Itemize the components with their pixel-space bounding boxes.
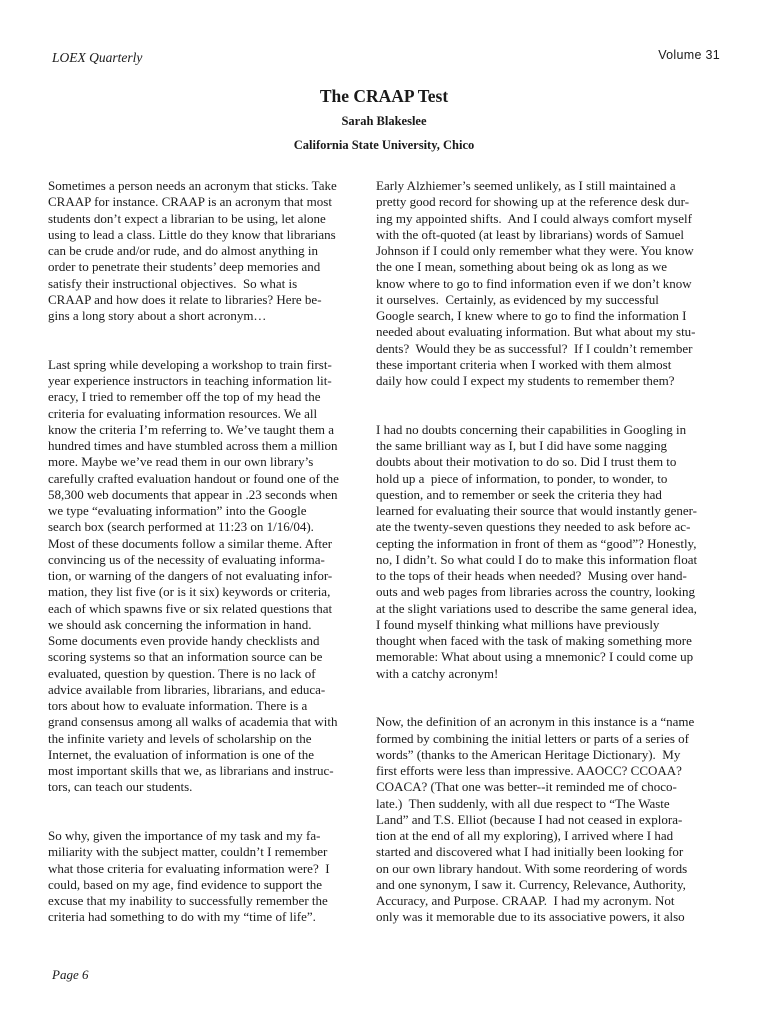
text-line: learned for evaluating their source that would instantly gener- xyxy=(376,503,698,518)
paragraph xyxy=(48,357,362,796)
text-line: eracy, I tried to remember off the top of my head the xyxy=(48,389,321,405)
text-line: daily how could I expect my students to remember them? xyxy=(376,373,675,388)
paragraph xyxy=(376,714,722,925)
text-line: we type “evaluating information” into the Google xyxy=(48,503,307,518)
text-line: convincing us of the necessity of evaluating informa- xyxy=(48,551,325,567)
text-line: Sometimes a person needs an acronym that sticks. Take xyxy=(48,178,337,193)
text-line: thought when faced with the task of making something more xyxy=(376,633,692,648)
text-line: COACA? (That one was better--it reminded me of choco- xyxy=(376,779,677,795)
text-line: late.) Then suddenly, with all due respect to “The Waste xyxy=(376,795,670,811)
text-line: Now, the definition of an acronym in this instance is a “name xyxy=(376,714,695,730)
text-line: pretty good record for showing up at the reference desk dur- xyxy=(376,194,690,210)
text-line: Last spring while developing a workshop to train first- xyxy=(48,356,332,372)
text-line: carefully crafted evaluation handout or found one of the xyxy=(48,470,339,486)
running-head xyxy=(52,50,720,70)
text-line: ate the twenty-seven questions they needed to ask before ac- xyxy=(376,519,691,535)
text-line: outs and web pages from libraries across the country, looking xyxy=(376,584,696,600)
text-line: know the criteria I’m referring to. We’ve taught them a xyxy=(48,421,335,437)
page-number: Page 6 xyxy=(52,967,89,982)
text-line: advice available from libraries, librarians, and educa- xyxy=(48,681,326,697)
text-line: tion, or warning of the dangers of not evaluating infor- xyxy=(48,568,333,583)
text-line: scoring systems so that an information source can be xyxy=(48,649,323,665)
text-line: search box (search performed at 11:23 on 1/16/04). xyxy=(48,519,314,535)
text-line: doubts about their motivation to do so. Did I trust them to xyxy=(376,454,677,470)
text-line: the infinite variety and levels of scholarship on the xyxy=(48,730,312,746)
text-line: formed by combining the initial letters or parts of a series of xyxy=(376,730,689,746)
text-line: Internet, the evaluation of information is one of the xyxy=(48,746,315,762)
text-line: more. Maybe we’ve read them in our own library’s xyxy=(48,454,314,470)
paragraph-gap xyxy=(48,324,362,357)
text-line: Land” and T.S. Elliot (because I had not ceased in explora- xyxy=(376,811,683,827)
text-line: at the slight variations used to describe the same general idea, xyxy=(376,600,697,616)
left-column xyxy=(48,178,362,926)
volume-number: Volume 31 xyxy=(658,48,720,62)
text-line: hold up a piece of information, to ponder, to wonder, to xyxy=(376,470,668,486)
text-line: we should ask concerning the information in hand. xyxy=(48,616,312,632)
text-line: with the oft-quoted (at least by librarians) words of Samuel xyxy=(376,226,684,242)
text-line: gins a long story about a short acronym… xyxy=(48,308,267,323)
text-line: satisfy their instructional objectives. So what is xyxy=(48,275,298,291)
text-line: the one I mean, something about being ok as long as we xyxy=(376,259,667,275)
text-line: most important skills that we, as librarians and instruc- xyxy=(48,763,334,778)
text-line: CRAAP and how does it relate to libraries? Here be- xyxy=(48,291,322,307)
text-line: Accuracy, and Purpose. CRAAP. I had my acronym. Not xyxy=(376,893,675,908)
text-line: mation, they list five (or is it six) keywords or criteria, xyxy=(48,584,331,600)
text-line: dents? Would they be as successful? If I couldn’t remember xyxy=(376,340,693,356)
paragraph xyxy=(48,828,362,926)
text-line: tors, can teach our students. xyxy=(48,779,193,795)
text-line: criteria had something to do with my “time of life”. xyxy=(48,909,316,925)
journal-name: LOEX Quarterly xyxy=(52,50,143,65)
text-line: Johnson if I could only remember what they were. You know xyxy=(376,243,694,258)
text-line: Some documents even provide handy checklists and xyxy=(48,633,320,648)
text-line: using to lead a class. Little do they know that librarians xyxy=(48,226,336,242)
text-line: miliarity with the subject matter, couldn’t I remember xyxy=(48,844,328,860)
paragraph xyxy=(376,178,722,389)
text-line: hundred times and have stumbled across them a million xyxy=(48,438,338,453)
paragraph xyxy=(376,422,722,682)
text-line: the same brilliant way as I, but I did have some nagging xyxy=(376,438,667,453)
author-affiliation: California State University, Chico xyxy=(293,138,475,152)
text-line: grand consensus among all walks of academia that with xyxy=(48,714,338,730)
text-line: first efforts were less than impressive. AAOCC? CCOAA? xyxy=(376,763,682,778)
paragraph-gap xyxy=(48,796,362,829)
text-line: evaluated, question by question. There is no lack of xyxy=(48,665,316,681)
text-line: could, based on my age, find evidence to support the xyxy=(48,876,323,892)
text-line: with a catchy acronym! xyxy=(376,665,499,681)
text-line: criteria for evaluating information resources. We all xyxy=(48,405,318,421)
text-line: Early Alzhiemer’s seemed unlikely, as I still maintained a xyxy=(376,178,676,193)
text-line: So why, given the importance of my task and my fa- xyxy=(48,828,321,843)
text-line: CRAAP for instance. CRAAP is an acronym that most xyxy=(48,194,332,210)
paragraph-gap xyxy=(376,682,722,715)
text-line: excuse that my inability to successfully remember the xyxy=(48,893,328,908)
text-line: and one synonym, I saw it. Currency, Relevance, Authority, xyxy=(376,876,686,892)
right-column xyxy=(376,178,722,926)
paragraph-gap xyxy=(376,389,722,422)
text-line: year experience instructors in teaching information lit- xyxy=(48,373,332,388)
text-line: started and discovered what I had initially been looking for xyxy=(376,844,684,860)
text-line: ing my appointed shifts. And I could always comfort myself xyxy=(376,210,692,226)
text-line: know where to go to find information even if we don’t know xyxy=(376,275,692,291)
article-title: The CRAAP Test xyxy=(319,86,449,106)
text-line: I had no doubts concerning their capabilities in Googling in xyxy=(376,421,687,437)
text-line: to the tops of their heads when needed? Musing over hand- xyxy=(376,568,687,583)
text-line: needed about evaluating information. But what about my stu- xyxy=(376,324,696,340)
text-line: on our own library handout. With some reordering of words xyxy=(376,860,688,876)
text-line: Google search, I knew where to go to find the information I xyxy=(376,308,687,323)
text-line: cepting the information in front of them as “good”? Honestly, xyxy=(376,535,697,551)
article-author: Sarah Blakeslee xyxy=(341,114,427,128)
text-line: 58,300 web documents that appear in .23 seconds when xyxy=(48,486,338,502)
text-line: tors about how to evaluate information. There is a xyxy=(48,698,308,713)
text-line: what those criteria for evaluating information were? I xyxy=(48,860,330,876)
text-line: can be crude and/or rude, and do almost anything in xyxy=(48,243,319,258)
text-line: words” (thanks to the American Heritage Dictionary). My xyxy=(376,746,681,762)
text-line: question, and to remember or seek the criteria they had xyxy=(376,486,662,502)
text-line: each of which spawns five or six related questions that xyxy=(48,600,333,616)
text-line: memorable: What about using a mnemonic? I could come up xyxy=(376,649,694,665)
text-line: these important criteria when I worked with them almost xyxy=(376,356,672,372)
text-line: order to penetrate their students’ deep memories and xyxy=(48,259,321,275)
text-line: it ourselves. Certainly, as evidenced by my successful xyxy=(376,291,659,307)
text-line: students don’t expect a librarian to be using, let alone xyxy=(48,210,326,226)
text-line: tion at the end of all my exploring), I arrived where I had xyxy=(376,828,674,843)
text-line: Most of these documents follow a similar theme. After xyxy=(48,535,333,551)
text-line: I found myself thinking what millions have previously xyxy=(376,616,660,632)
text-line: no, I didn’t. So what could I do to make this information float xyxy=(376,551,698,567)
text-line: only was it memorable due to its associative powers, it also xyxy=(376,909,685,925)
paragraph xyxy=(48,178,362,324)
